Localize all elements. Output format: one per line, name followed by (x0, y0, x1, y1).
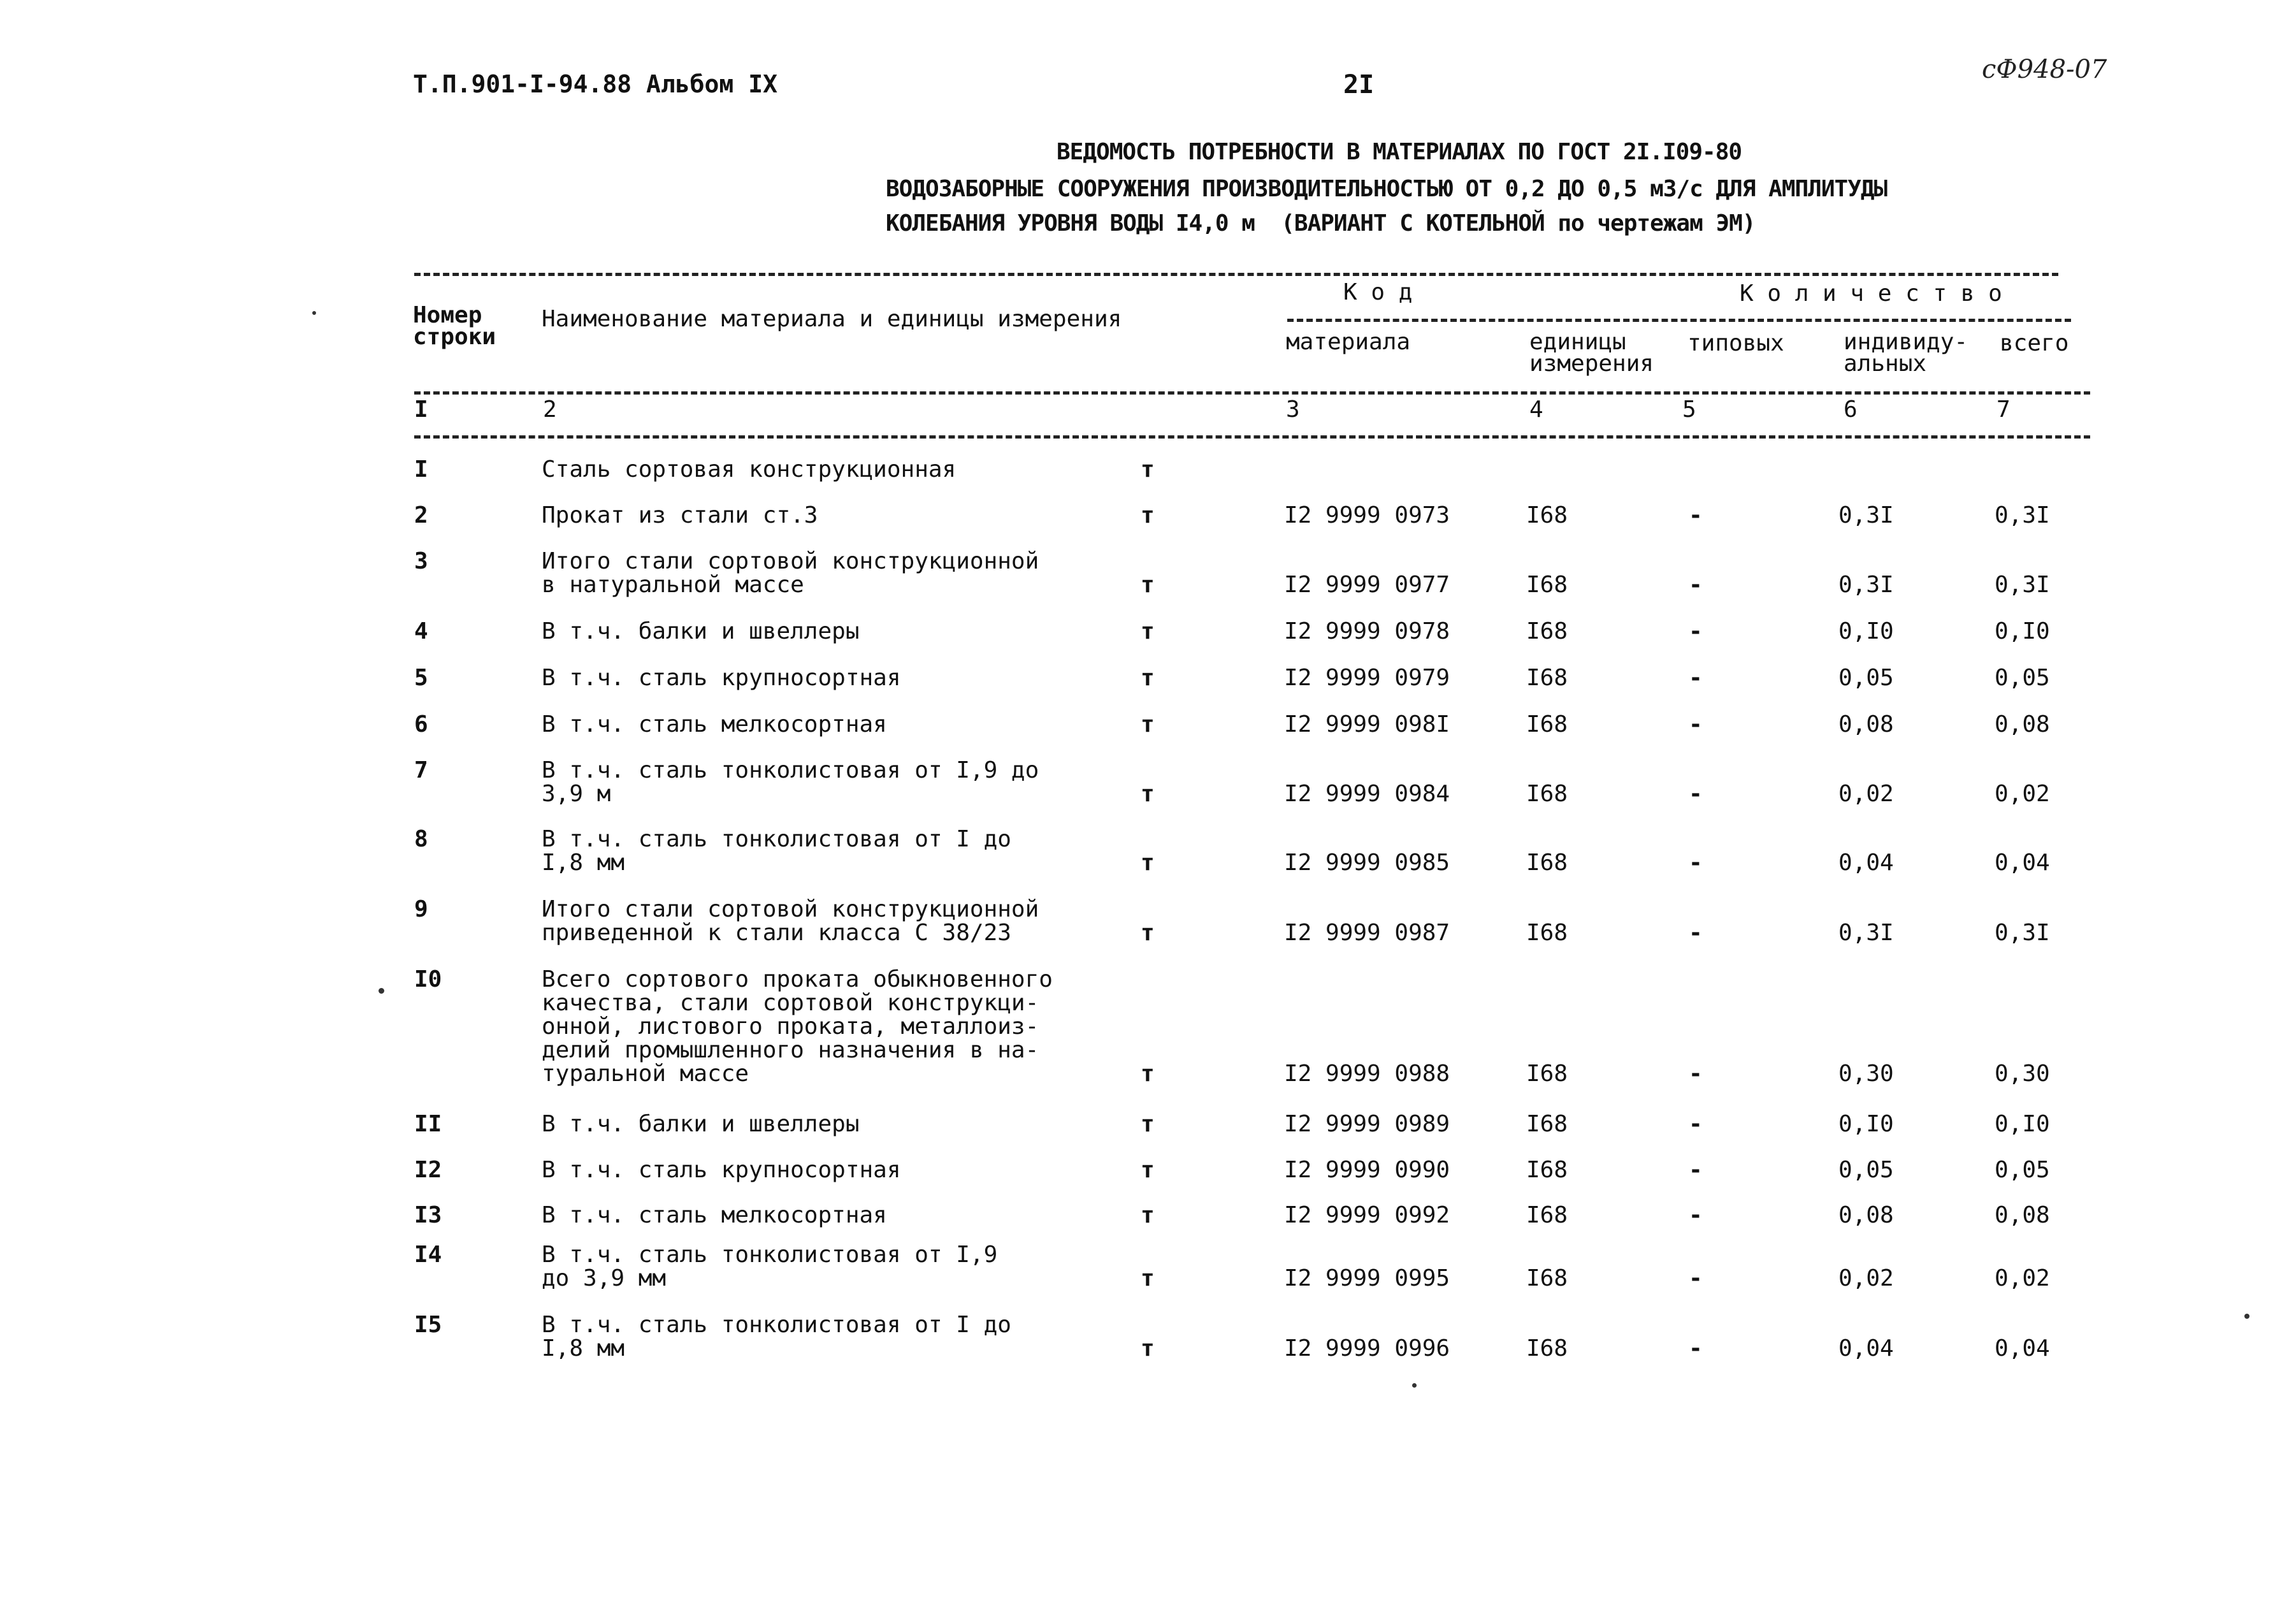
individual-quantity: 0,04 (1838, 850, 1894, 876)
typical-quantity: - (1689, 1335, 1703, 1361)
unit-symbol: т (1141, 781, 1155, 807)
column-typical: типовых (1687, 330, 1784, 356)
individual-quantity: 0,02 (1838, 781, 1894, 807)
material-code: I2 9999 0973 (1284, 502, 1450, 528)
individual-quantity: 0,02 (1838, 1265, 1894, 1291)
column-number-7: 7 (1996, 396, 2011, 423)
row-number: 5 (414, 665, 428, 691)
column-number-2: 2 (543, 396, 557, 423)
typical-quantity: - (1689, 502, 1703, 528)
material-code: I2 9999 0995 (1284, 1265, 1450, 1291)
column-material-name: Наименование материала и единицы измерения (542, 306, 1122, 332)
header-top-rule (414, 273, 2058, 276)
material-name: В т.ч. сталь мелкосортная (542, 711, 887, 737)
typical-quantity: - (1689, 572, 1703, 598)
unit-code: I68 (1526, 665, 1568, 691)
unit-symbol: т (1141, 1265, 1155, 1291)
total-quantity: 0,30 (1995, 1061, 2050, 1087)
unit-code: I68 (1526, 502, 1568, 528)
material-code: I2 9999 0988 (1284, 1061, 1450, 1087)
material-name: В т.ч. балки и швеллеры (542, 618, 860, 644)
typical-quantity: - (1689, 781, 1703, 807)
typical-quantity: - (1689, 920, 1703, 946)
material-name: В т.ч. сталь тонколистовая от I до I,8 мм (542, 1312, 1011, 1361)
unit-symbol: т (1141, 1202, 1155, 1228)
row-number: 9 (414, 896, 428, 922)
header-number-rule-top (414, 391, 2090, 395)
unit-code: I68 (1526, 572, 1568, 598)
material-code: I2 9999 0987 (1284, 920, 1450, 946)
row-number: 3 (414, 548, 428, 574)
unit-code: I68 (1526, 781, 1568, 807)
individual-quantity: 0,08 (1838, 711, 1894, 737)
material-code: I2 9999 098I (1284, 711, 1450, 737)
total-quantity: 0,02 (1995, 1265, 2050, 1291)
row-number: 2 (414, 502, 428, 528)
material-code: I2 9999 0990 (1284, 1157, 1450, 1183)
individual-quantity: 0,3I (1838, 502, 1894, 528)
unit-symbol: т (1141, 572, 1155, 598)
title-line-3: КОЛЕБАНИЯ УРОВНЯ ВОДЫ I4,0 м (ВАРИАНТ С КОТЕЛЬНОЙ по чертежам ЭМ) (886, 210, 1756, 236)
column-group-quantity: К о л и ч е с т в о (1740, 280, 2002, 307)
typical-quantity: - (1689, 1202, 1703, 1228)
unit-symbol: т (1141, 1157, 1155, 1183)
material-code: I2 9999 0989 (1284, 1111, 1450, 1137)
material-name: В т.ч. сталь крупносортная (542, 1157, 901, 1183)
total-quantity: 0,3I (1995, 920, 2050, 946)
scan-speck (312, 311, 316, 315)
total-quantity: 0,04 (1995, 1335, 2050, 1361)
unit-symbol: т (1141, 665, 1155, 691)
individual-quantity: 0,30 (1838, 1061, 1894, 1087)
typical-quantity: - (1689, 1157, 1703, 1183)
column-group-code: К о д (1343, 279, 1413, 305)
unit-symbol: т (1141, 1335, 1155, 1361)
individual-quantity: 0,I0 (1838, 618, 1894, 644)
material-name: Сталь сортовая конструкционная (542, 456, 957, 483)
row-number: II (414, 1111, 442, 1137)
scan-speck (1412, 1383, 1417, 1388)
column-number-3: 3 (1286, 396, 1300, 423)
material-name: В т.ч. балки и швеллеры (542, 1111, 860, 1137)
row-number: 8 (414, 826, 428, 852)
row-number: I4 (414, 1242, 442, 1268)
unit-symbol: т (1141, 850, 1155, 876)
unit-code: I68 (1526, 1335, 1568, 1361)
scan-speck (2244, 1314, 2249, 1319)
column-material-code: материала (1286, 329, 1411, 355)
material-name: В т.ч. сталь тонколистовая от I до I,8 мм (542, 826, 1011, 876)
material-code: I2 9999 0978 (1284, 618, 1450, 644)
unit-code: I68 (1526, 1111, 1568, 1137)
unit-symbol: т (1141, 920, 1155, 946)
unit-symbol: т (1141, 502, 1155, 528)
individual-quantity: 0,04 (1838, 1335, 1894, 1361)
individual-quantity: 0,05 (1838, 1157, 1894, 1183)
column-unit-code: единицы измерения (1529, 329, 1654, 377)
typical-quantity: - (1689, 850, 1703, 876)
unit-symbol: т (1141, 1111, 1155, 1137)
column-number-6: 6 (1844, 396, 1858, 423)
individual-quantity: 0,I0 (1838, 1111, 1894, 1137)
material-name: Прокат из стали ст.3 (542, 502, 818, 528)
typical-quantity: - (1689, 618, 1703, 644)
unit-code: I68 (1526, 920, 1568, 946)
title-line-1: ВЕДОМОСТЬ ПОТРЕБНОСТИ В МАТЕРИАЛАХ ПО ГОСТ 2I.I09-80 (1057, 139, 1742, 165)
typical-quantity: - (1689, 1265, 1703, 1291)
typical-quantity: - (1689, 1111, 1703, 1137)
total-quantity: 0,05 (1995, 1157, 2050, 1183)
typical-quantity: - (1689, 665, 1703, 691)
total-quantity: 0,I0 (1995, 618, 2050, 644)
unit-code: I68 (1526, 1061, 1568, 1087)
material-code: I2 9999 0979 (1284, 665, 1450, 691)
column-row-number: Номер строки (413, 302, 496, 350)
page-number: 2I (1343, 70, 1375, 99)
column-total: всего (2000, 330, 2069, 356)
unit-code: I68 (1526, 1202, 1568, 1228)
row-number: 4 (414, 618, 428, 644)
unit-code: I68 (1526, 850, 1568, 876)
total-quantity: 0,08 (1995, 1202, 2050, 1228)
unit-symbol: т (1141, 711, 1155, 737)
unit-symbol: т (1141, 618, 1155, 644)
row-number: I5 (414, 1312, 442, 1338)
material-name: Итого стали сортовой конструкционной в натуральной массе (542, 548, 1039, 598)
unit-code: I68 (1526, 1265, 1568, 1291)
document-code: Т.П.901-I-94.88 Альбом IX (413, 70, 777, 98)
total-quantity: 0,3I (1995, 572, 2050, 598)
unit-code: I68 (1526, 711, 1568, 737)
total-quantity: 0,04 (1995, 850, 2050, 876)
typical-quantity: - (1689, 711, 1703, 737)
row-number: I2 (414, 1157, 442, 1183)
individual-quantity: 0,3I (1838, 572, 1894, 598)
row-number: 6 (414, 711, 428, 737)
material-name: В т.ч. сталь крупносортная (542, 665, 901, 691)
unit-code: I68 (1526, 1157, 1568, 1183)
column-individual: индивиду- альных (1844, 329, 1968, 377)
individual-quantity: 0,3I (1838, 920, 1894, 946)
title-line-2: ВОДОЗАБОРНЫЕ СООРУЖЕНИЯ ПРОИЗВОДИТЕЛЬНОСТЬЮ ОТ 0,2 ДО 0,5 м3/с ДЛЯ АМПЛИТУДЫ (886, 176, 1888, 202)
header-number-rule-bottom (414, 435, 2090, 439)
scan-speck (379, 988, 384, 994)
unit-code: I68 (1526, 618, 1568, 644)
row-number: I3 (414, 1202, 442, 1228)
material-code: I2 9999 0984 (1284, 781, 1450, 807)
row-number: I (414, 456, 428, 483)
material-code: I2 9999 0992 (1284, 1202, 1450, 1228)
total-quantity: 0,05 (1995, 665, 2050, 691)
material-name: Итого стали сортовой конструкционной приведенной к стали класса С 38/23 (542, 896, 1039, 946)
total-quantity: 0,08 (1995, 711, 2050, 737)
archive-stamp: сФ948-07 (1982, 55, 2107, 84)
header-mid-rule (1287, 319, 2071, 322)
material-name: В т.ч. сталь тонколистовая от I,9 до 3,9 м (542, 757, 1039, 807)
typical-quantity: - (1689, 1061, 1703, 1087)
total-quantity: 0,3I (1995, 502, 2050, 528)
total-quantity: 0,I0 (1995, 1111, 2050, 1137)
individual-quantity: 0,05 (1838, 665, 1894, 691)
material-code: I2 9999 0996 (1284, 1335, 1450, 1361)
row-number: I0 (414, 966, 442, 992)
material-code: I2 9999 0977 (1284, 572, 1450, 598)
unit-symbol: т (1141, 456, 1155, 483)
column-number-4: 4 (1529, 396, 1543, 423)
material-name: В т.ч. сталь мелкосортная (542, 1202, 887, 1228)
column-number-1: I (414, 396, 428, 423)
row-number: 7 (414, 757, 428, 783)
material-name: В т.ч. сталь тонколистовая от I,9 до 3,9 мм (542, 1242, 998, 1291)
material-code: I2 9999 0985 (1284, 850, 1450, 876)
individual-quantity: 0,08 (1838, 1202, 1894, 1228)
material-name: Всего сортового проката обыкновенного качества, стали сортовой конструкци- онной, листового проката, металлоиз- делий промышленного назначения в на- туральной массе (542, 966, 1053, 1087)
unit-symbol: т (1141, 1061, 1155, 1087)
column-number-5: 5 (1682, 396, 1696, 423)
total-quantity: 0,02 (1995, 781, 2050, 807)
